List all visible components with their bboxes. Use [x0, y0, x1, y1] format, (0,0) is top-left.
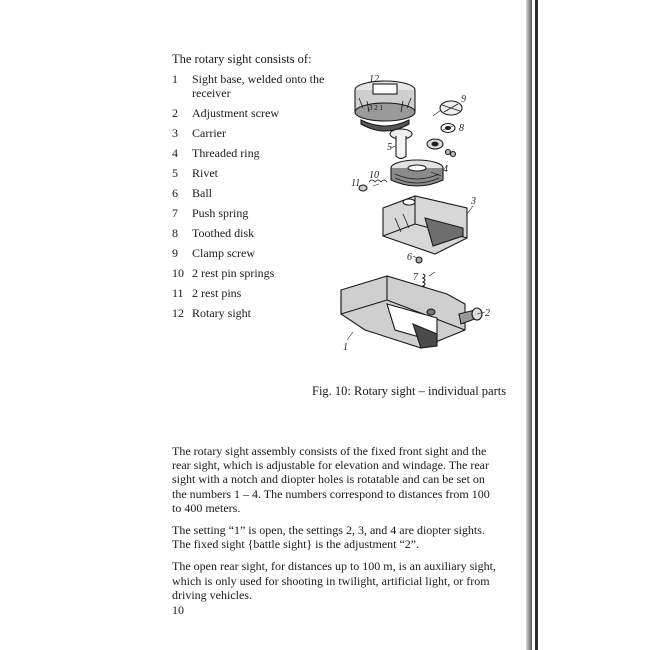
rivet	[390, 129, 412, 159]
part-label: 2 rest pins	[192, 286, 242, 300]
part-item	[172, 306, 332, 320]
part-item	[172, 246, 332, 260]
threaded-ring	[391, 160, 443, 186]
part-number: 5	[172, 166, 178, 180]
part-label: Toothed disk	[192, 226, 255, 240]
parts-heading: The rotary sight consists of:	[172, 52, 312, 66]
part-item	[172, 106, 332, 120]
exploded-view-figure	[325, 68, 505, 378]
carrier	[383, 196, 467, 254]
callout-3: 3	[471, 196, 476, 207]
part-number: 2	[172, 106, 178, 120]
part-item	[172, 206, 332, 220]
clamp-screw	[440, 101, 462, 115]
figure-caption: Fig. 10: Rotary sight – individual parts	[312, 384, 507, 398]
part-label: Rotary sight	[192, 306, 251, 320]
rotary-sight-drawing	[325, 68, 505, 378]
part-label: 2 rest pin springs	[192, 266, 275, 280]
part-number: 3	[172, 126, 178, 140]
part-number: 9	[172, 246, 178, 260]
part-number: 7	[172, 206, 178, 220]
drum-range-marks: 3 2 1	[369, 104, 383, 112]
part-item	[172, 286, 332, 300]
page-binding-shadow	[535, 0, 538, 650]
part-number: 10	[172, 266, 184, 280]
callout-9: 9	[461, 94, 466, 105]
paragraph: The setting “1” is open, the settings 2, 3, and 4 are diopter sights. The fixed sight {battle sight} is the adjustment “2”.	[172, 523, 485, 552]
part-label: Threaded ring	[192, 146, 260, 160]
rest-pins-springs	[359, 180, 387, 191]
page-number: 10	[172, 603, 184, 617]
part-item	[172, 72, 332, 100]
paragraph: The rotary sight assembly consists of the fixed front sight and the rear sight, which is adjustable for elevation and windage. The rear sight with a notch and diopter holes is rotatable and can be set on the numbers 1 – 4. The numbers correspond to distances from 100 to 400 meters.	[172, 444, 490, 515]
part-item	[172, 146, 332, 160]
callout-7: 7	[413, 272, 418, 283]
callout-4: 4	[443, 164, 448, 175]
callout-8: 8	[459, 123, 464, 134]
callout-6: 6	[407, 252, 412, 263]
part-label: Ball	[192, 186, 212, 200]
sight-base	[341, 276, 465, 348]
part-number: 6	[172, 186, 178, 200]
part-number: 11	[172, 286, 184, 300]
part-label: Rivet	[192, 166, 218, 180]
toothed-disk	[427, 124, 456, 157]
part-item	[172, 186, 332, 200]
part-item	[172, 126, 332, 140]
part-number: 4	[172, 146, 178, 160]
part-label: Clamp screw	[192, 246, 255, 260]
body-text	[172, 444, 502, 610]
part-number: 1	[172, 72, 178, 86]
page-binding-edge	[526, 0, 532, 650]
callout-1: 1	[343, 342, 348, 353]
callout-10: 10	[369, 170, 379, 181]
part-label: Adjustment screw	[192, 106, 279, 120]
part-label: Sight base, welded onto the receiver	[192, 72, 325, 100]
part-number: 8	[172, 226, 178, 240]
part-number: 12	[172, 306, 184, 320]
part-item	[172, 266, 332, 280]
part-label: Carrier	[192, 126, 226, 140]
callout-5: 5	[387, 142, 392, 153]
rotary-sight-drum	[355, 81, 415, 131]
paragraph: The open rear sight, for distances up to 100 m, is an auxiliary sight, which is only used for shooting in twilight, artificial light, or from driving vehicles.	[172, 559, 496, 602]
part-item	[172, 226, 332, 240]
callout-12: 12	[369, 74, 379, 85]
part-label: Push spring	[192, 206, 249, 220]
part-item	[172, 166, 332, 180]
parts-list	[172, 72, 332, 326]
callout-11: 11	[351, 178, 361, 189]
callout-2: 2	[485, 308, 490, 319]
